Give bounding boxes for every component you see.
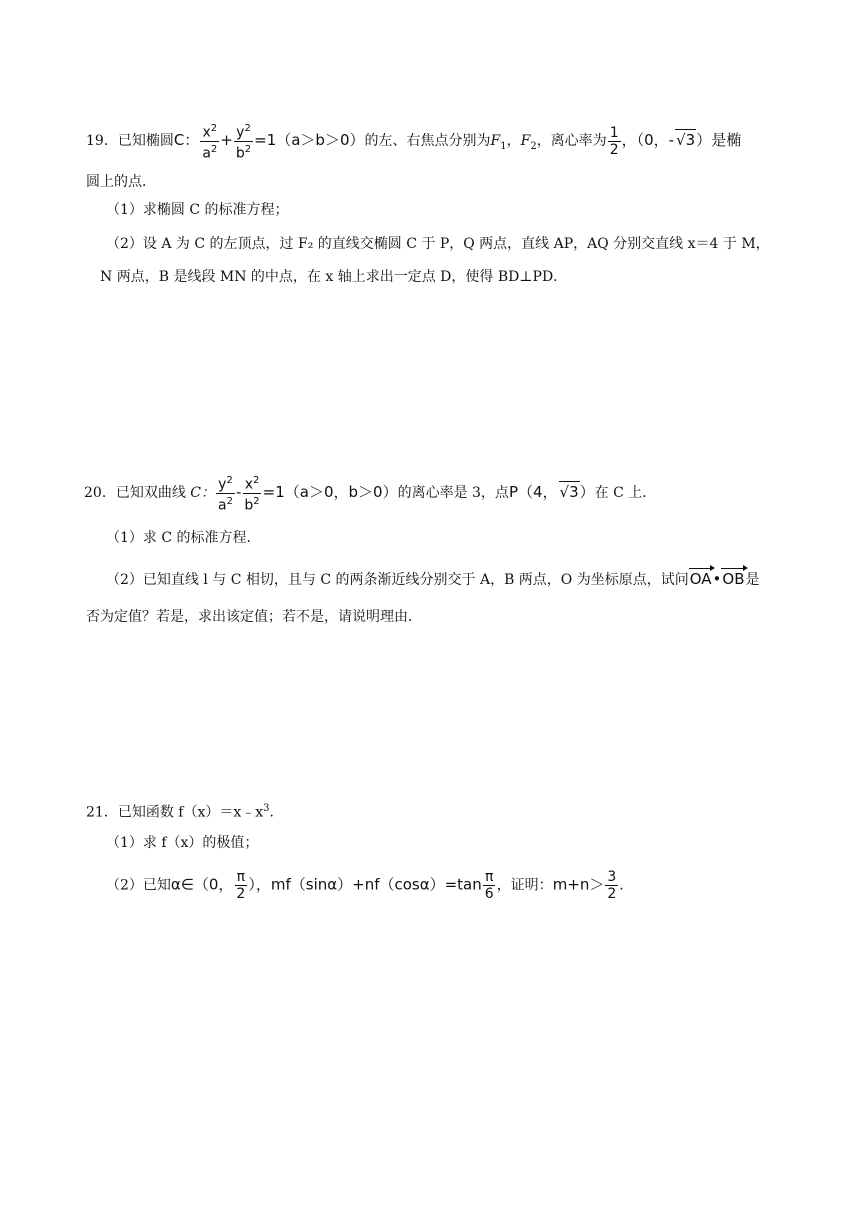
q20-on-c: 在 C 上． [594, 485, 657, 502]
vector-ob: OB [722, 570, 745, 588]
q21-number: 21． [86, 804, 118, 821]
q20-point: P（4， [508, 483, 558, 502]
q21-alpha-range: α∈（0， [170, 875, 234, 894]
q20-intro: 已知双曲线 [115, 485, 191, 502]
q20-sqrt: √3 [559, 483, 579, 502]
q21-part2: （2）已知α∈（0， $\frac{\pi}{2}$ ），mf（sinα）+nf（cosα）=tan $\frac{\pi}{6}$ ，证明：m+n＞ $\frac{3}{2}$ ． [106, 869, 634, 902]
q21-pi-over-6: $\frac{\pi}{6}$ [484, 869, 494, 902]
q20-eq-rest: =1（a＞0，b＞0） [262, 483, 398, 502]
q21-intro: 已知函数 f（x）＝x﹣x [117, 804, 264, 821]
q20-frac-x: $\frac{x^2}{b^2}$ [244, 475, 260, 514]
q20-part2-line2: 否为定值？若是，求出该定值；若不是，请说明理由． [86, 609, 422, 625]
q20-ecc-text: 的离心率是 3，点 [397, 485, 509, 502]
q21-exponent: 3 [263, 803, 270, 814]
q21-three-halves: $\frac{3}{2}$ [607, 869, 617, 902]
q19-eq-rest: =1（a＞b＞0） [254, 131, 365, 150]
vector-oa: OA [689, 570, 712, 588]
q19-point: ，（0，- [621, 131, 675, 150]
q20-part2-line1 [106, 568, 760, 590]
q19-number: 19． [86, 133, 118, 150]
q20-part1: （1）求 C 的标准方程． [106, 530, 261, 546]
q19-part1: （1）求椭圆 C 的标准方程； [106, 202, 289, 218]
q19-ecc-frac: $\frac{1}{2}$ [609, 124, 619, 158]
q19-sqrt: √3 [676, 131, 696, 150]
q21-pi-over-2: $\frac{\pi}{2}$ [236, 869, 246, 902]
q20-frac-y: $\frac{y^2}{a^2}$ [218, 475, 233, 514]
q21-part2-label: （2）已知 [106, 877, 171, 894]
q20-line1: 20．已知双曲线 C： $\frac{y^2}{a^2}$ - $\frac{x^2}{b^2}$ =1（a＞0，b＞0）的离心率是 3，点P（4， √3）在 C 上． [84, 475, 657, 514]
q19-frac-x: $\frac{x^2}{a^2}$ [202, 123, 218, 162]
q20-point-end: ） [579, 483, 595, 502]
q19-ecc-text: ，离心率为 [536, 133, 607, 150]
q20-part2-text: （2）已知直线 l 与 C 相切，且与 C 的两条渐近线分别交于 A，B 两点，O 为坐标原点，试问 [106, 572, 689, 588]
q19-part2-line2: N 两点，B 是线段 MN 的中点，在 x 轴上求出一定点 D，使得 BD⊥PD． [100, 269, 568, 285]
q21-inequality: m+n＞ [552, 875, 605, 894]
q20-c-label: C： [190, 485, 215, 502]
q19-point-end: ）是椭 [696, 131, 742, 150]
q21-prove: ，证明： [496, 877, 553, 894]
q19-line2: 圆上的点． [86, 174, 156, 190]
q19-part2-line1: （2）设 A 为 C 的左顶点，过 F₂ 的直线交椭圆 C 于 P，Q 两点，直线 AP，AQ 分别交直线 x＝4 于 M， [106, 236, 770, 252]
q21-part1: （1）求 f（x）的极值； [106, 835, 259, 851]
q19-intro: 已知椭圆 [117, 133, 174, 150]
q19-frac-y: $\frac{y^2}{b^2}$ [235, 123, 252, 162]
q19-foci-text: 的左、右焦点分别为 [364, 133, 491, 150]
q19-line1: 19．已知椭圆C： $\frac{x^2}{a^2}$ + $\frac{y^2}{b^2}$ =1（a＞b＞0）的左、右焦点分别为$F_1$，$F_2$，离心率为 $\frac{1}{2}$ ，（0，- √3）是椭 [86, 123, 742, 162]
q21-line1: 21．已知函数 $f(x)=x﹣x^3$． [86, 803, 284, 821]
q19-c-label: C： [173, 131, 200, 150]
q20-part2-end: 是 [745, 572, 760, 588]
q21-condition: mf（sinα）+nf（cosα）=tan [270, 875, 482, 894]
dot-operator: • [712, 570, 722, 588]
q20-number: 20． [84, 485, 116, 502]
